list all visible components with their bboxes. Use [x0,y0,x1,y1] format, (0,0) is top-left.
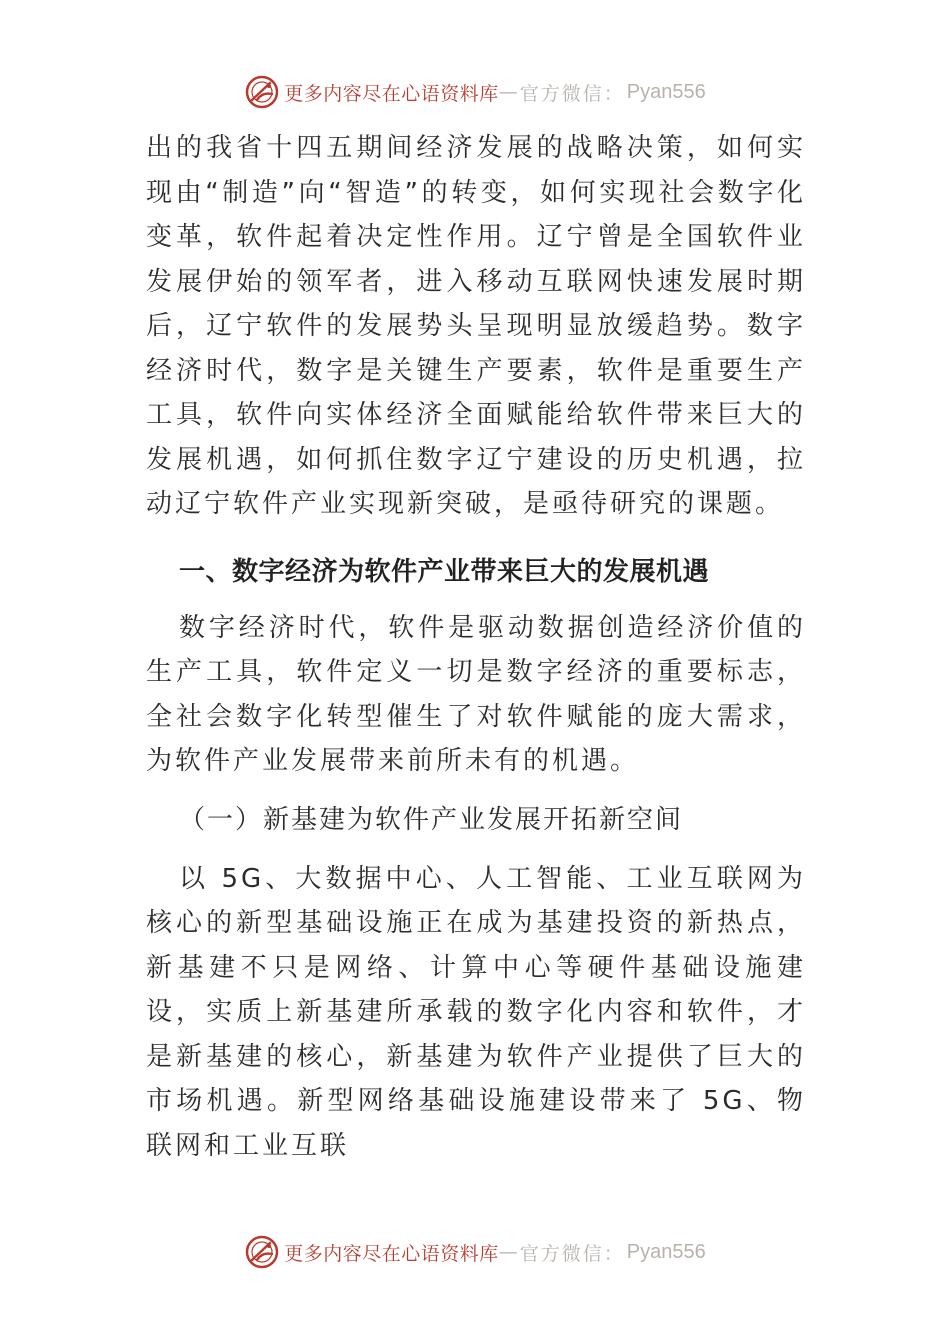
paragraph-continuation: 出的我省十四五期间经济发展的战略决策，如何实现由“制造”向“智造”的转变，如何实现社会数字化变革，软件起着决定性作用。辽宁曾是全国软件业发展伊始的领军者，进入移动互联网快速发展时期后，辽宁软件的发展势头呈现明显放缓趋势。数字经济时代，数字是关键生产要素，软件是重要生产工具，软件向实体经济全面赋能给软件带来巨大的发展机遇，如何抓住数字辽宁建设的历史机遇，拉动辽宁软件产业实现新突破，是亟待研究的课题。 [146,133,806,519]
watermark-separator: — [498,81,520,103]
section-heading: 一、数字经济为软件产业带来巨大的发展机遇 [179,556,710,587]
paragraph-new-infrastructure: 以 5G、大数据中心、人工智能、工业互联网为核心的新型基础设施正在成为基建投资的新热点，新基建不只是网络、计算中心等硬件基础设施建设，实质上新基建所承载的数字化内容和软件，才是新基建的核心，新基建为软件产业提供了巨大的市场机遇。新型网络基础设施建设带来了 5G、物联网和工业互联 [146,863,806,1161]
paragraph-section-intro: 数字经济时代，软件是驱动数据创造经济价值的生产工具，软件定义一切是数字经济的重要标志，全社会数字化转型催生了对软件赋能的庞大需求，为软件产业发展带来前所未有的机遇。 [146,612,806,776]
seal-logo-icon [244,1234,280,1270]
watermark-main-text: 更多内容尽在心语资料库 [284,1242,499,1265]
watermark-separator: — [498,1241,520,1263]
watermark-header [0,72,950,112]
watermark-footer [0,1232,950,1272]
watermark-sub-text: 官方微信： [519,82,625,105]
watermark-sub-text: 官方微信： [519,1242,625,1265]
subsection-heading: （一）新基建为软件产业发展开拓新空间 [179,804,684,835]
watermark-wechat-id: Pyan556 [626,1240,706,1263]
document-body [146,126,806,1168]
watermark-wechat-id: Pyan556 [626,80,706,103]
seal-logo-icon [244,74,280,110]
watermark-main-text: 更多内容尽在心语资料库 [284,82,499,105]
